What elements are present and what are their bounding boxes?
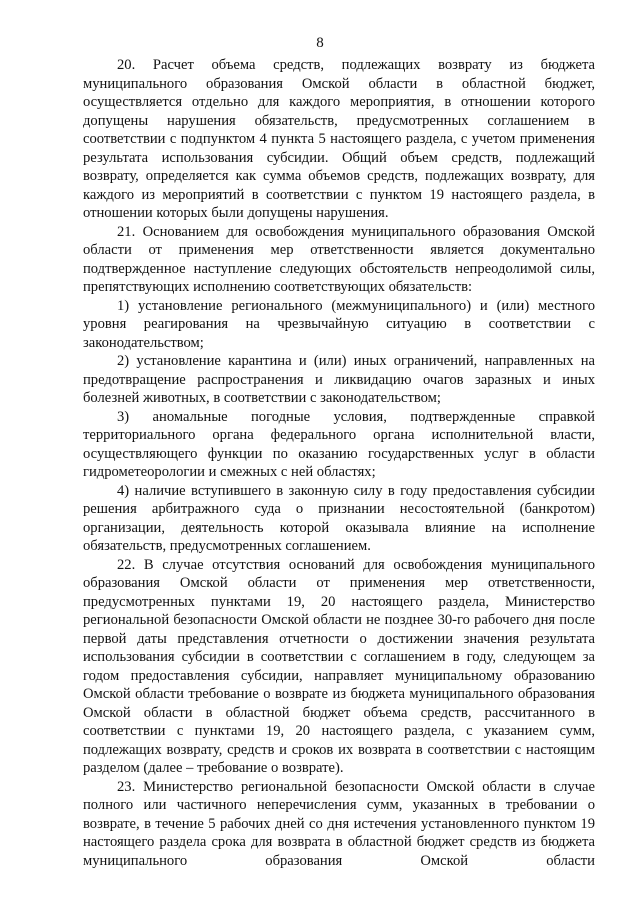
document-body: [83, 56, 595, 870]
paragraph-21-item-3: 3) аномальные погодные условия, подтвержденные справкой территориального органа федерального органа исполнительной власти, осуществляющего функции по оказанию государственных услуг в области гидрометеорологии и смежных с ней областях;: [83, 408, 595, 480]
paragraph-21-item-4: 4) наличие вступившего в законную силу в году предоставления субсидии решения арбитражного суда о признании несостоятельной (банкротом) организации, деятельность которой оказывала влияние на исполнение обязательств, предусмотренных соглашением.: [83, 482, 595, 554]
paragraph-20: 20. Расчет объема средств, подлежащих возврату из бюджета муниципального образования Омской области в областной бюджет, осуществляется отдельно для каждого мероприятия, в отношении которого допущены нарушения обязательств, предусмотренных соглашением в соответствии с подпунктом 4 пункта 5 настоящего раздела, с учетом применения результата использования субсидии. Общий объем средств, подлежащий возврату, определяется как сумма объемов средств, подлежащих возврату, для каждого из мероприятий в соответствии с пунктом 19 настоящего раздела, в отношении которых были допущены нарушения.: [83, 57, 595, 221]
page-number: 8: [316, 35, 324, 51]
paragraph-21: 21. Основанием для освобождения муниципального образования Омской области от применения мер ответственности является документально подтвержденное наступление следующих обстоятельств непреодолимой силы, препятствующих исполнению соответствующих обязательств:: [83, 223, 595, 295]
paragraph-21-item-1: 1) установление регионального (межмуниципального) и (или) местного уровня реагирования на чрезвычайную ситуацию в соответствии с законодательством;: [83, 297, 595, 351]
paragraph-21-item-2: 2) установление карантина и (или) иных ограничений, направленных на предотвращение распространения и ликвидацию очагов заразных и иных болезней животных, в соответствии с законодательством;: [83, 353, 595, 406]
paragraph-23: 23. Министерство региональной безопасности Омской области в случае полного или частичного неперечисления сумм, указанных в требовании о возврате, в течение 5 рабочих дней со дня истечения установленного пунктом 19 настоящего раздела срока для возврата в областной бюджет средств из бюджета муниципального образования Омской области: [83, 778, 595, 869]
paragraph-22: 22. В случае отсутствия оснований для освобождения муниципального образования Омской области от применения мер ответственности, предусмотренных пунктами 19, 20 настоящего раздела, Министерство региональной безопасности Омской области не позднее 30-го рабочего дня после первой даты представления отчетности о достижении значения результата использования субсидии в соответствии с соглашением в году, следующем за годом предоставления субсидии, направляет муниципальному образованию Омской области требование о возврате из бюджета муниципального образования Омской области в областной бюджет объема средств, рассчитанного в соответствии с пунктами 19, 20 настоящего раздела, с указанием сумм, подлежащих возврату, средств и сроков их возврата в соответствии с настоящим разделом (далее – требование о возврате).: [83, 556, 595, 776]
